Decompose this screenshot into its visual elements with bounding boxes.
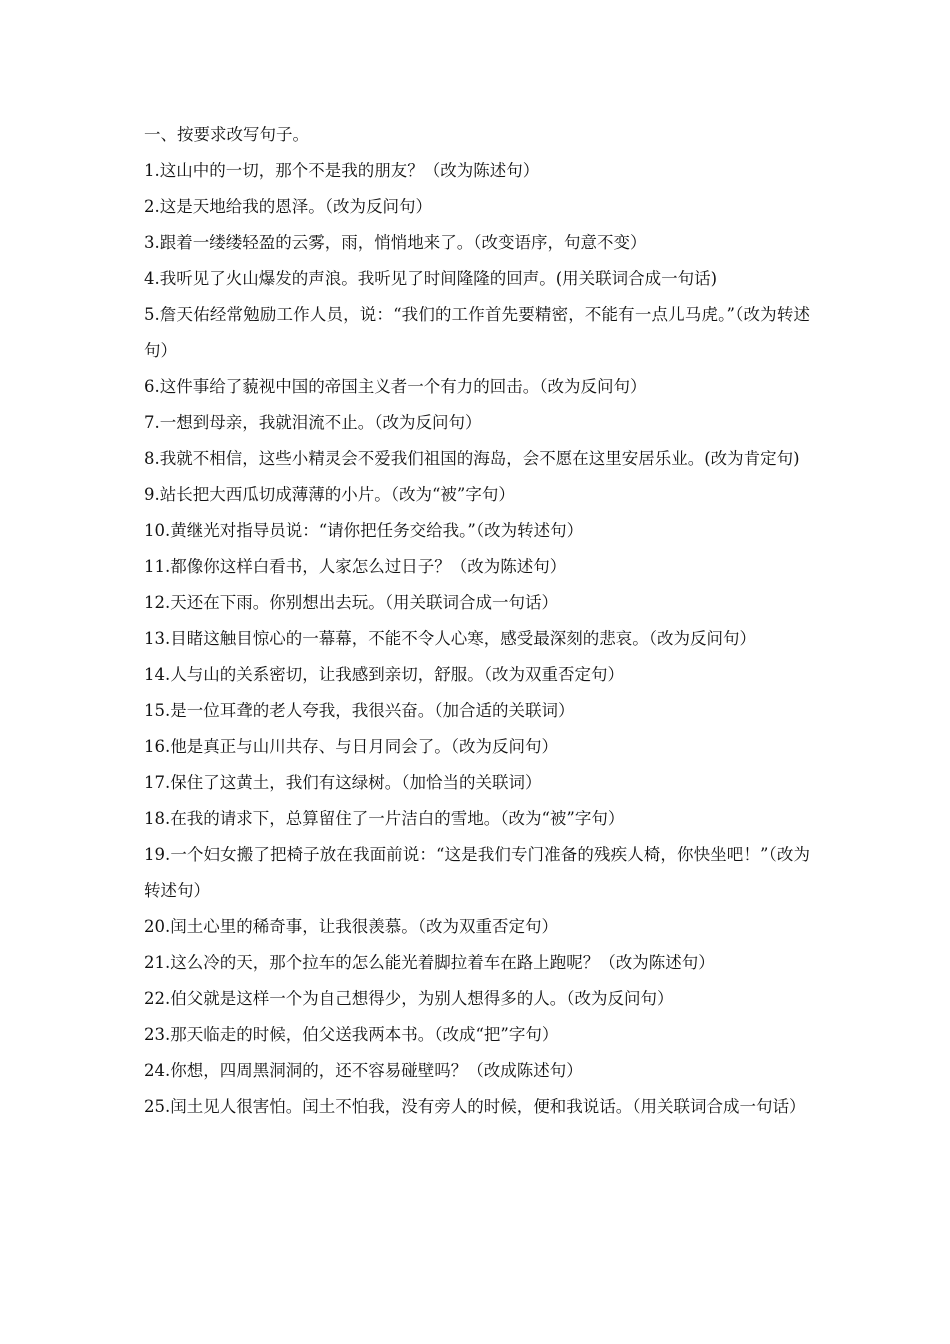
exercise-item-21: 21.这么冷的天，那个拉车的怎么能光着脚拉着车在路上跑呢？（改为陈述句）: [144, 953, 715, 972]
exercise-item-20: 20.闰土心里的稀奇事，让我很羡慕。（改为双重否定句）: [144, 917, 558, 936]
exercise-item-18: 18.在我的请求下，总算留住了一片洁白的雪地。（改为“被”字句）: [144, 809, 625, 828]
exercise-item-3: 3.跟着一缕缕轻盈的云雾，雨，悄悄地来了。（改变语序，句意不变）: [144, 233, 647, 252]
exercise-item-9: 9.站长把大西瓜切成薄薄的小片。（改为“被”字句）: [144, 485, 515, 504]
exercise-item-24: 24.你想，四周黑洞洞的，还不容易碰壁吗？（改成陈述句）: [144, 1061, 583, 1080]
exercise-item-8: 8.我就不相信，这些小精灵会不爱我们祖国的海岛，会不愿在这里安居乐业。(改为肯定句): [144, 449, 800, 468]
exercise-item-19: 19.一个妇女搬了把椅子放在我面前说：“这是我们专门准备的残疾人椅，你快坐吧！”（改为转述句）: [144, 845, 810, 900]
exercise-item-14: 14.人与山的关系密切，让我感到亲切，舒服。（改为双重否定句）: [144, 665, 624, 684]
document-page: [144, 117, 810, 1125]
exercise-item-7: 7.一想到母亲，我就泪流不止。（改为反问句）: [144, 413, 482, 432]
exercise-item-2: 2.这是天地给我的恩泽。（改为反问句）: [144, 197, 432, 216]
exercise-item-13: 13.目睹这触目惊心的一幕幕，不能不令人心寒，感受最深刻的悲哀。（改为反问句）: [144, 629, 756, 648]
exercise-item-22: 22.伯父就是这样一个为自己想得少，为别人想得多的人。（改为反问句）: [144, 989, 674, 1008]
exercise-item-15: 15.是一位耳聋的老人夸我，我很兴奋。（加合适的关联词）: [144, 701, 575, 720]
exercise-item-16: 16.他是真正与山川共存、与日月同会了。（改为反问句）: [144, 737, 558, 756]
exercise-item-5: 5.詹天佑经常勉励工作人员，说：“我们的工作首先要精密，不能有一点儿马虎。”（改为转述句）: [144, 305, 810, 360]
exercise-item-1: 1.这山中的一切，那个不是我的朋友？（改为陈述句）: [144, 161, 540, 180]
section-heading: 一、按要求改写句子。: [144, 125, 309, 144]
exercise-item-10: 10.黄继光对指导员说：“请你把任务交给我。”（改为转述句）: [144, 521, 584, 540]
exercise-item-12: 12.天还在下雨。你别想出去玩。（用关联词合成一句话）: [144, 593, 558, 612]
exercise-item-23: 23.那天临走的时候，伯父送我两本书。（改成“把”字句）: [144, 1025, 559, 1044]
exercise-item-6: 6.这件事给了藐视中国的帝国主义者一个有力的回击。（改为反问句）: [144, 377, 647, 396]
exercise-item-11: 11.都像你这样白看书，人家怎么过日子？（改为陈述句）: [144, 557, 567, 576]
exercise-list: [144, 153, 810, 1125]
exercise-item-4: 4.我听见了火山爆发的声浪。我听见了时间隆隆的回声。(用关联词合成一句话): [144, 269, 718, 288]
exercise-item-25: 25.闰土见人很害怕。闰土不怕我，没有旁人的时候，便和我说话。（用关联词合成一句话）: [144, 1097, 806, 1116]
exercise-item-17: 17.保住了这黄土，我们有这绿树。（加恰当的关联词）: [144, 773, 542, 792]
